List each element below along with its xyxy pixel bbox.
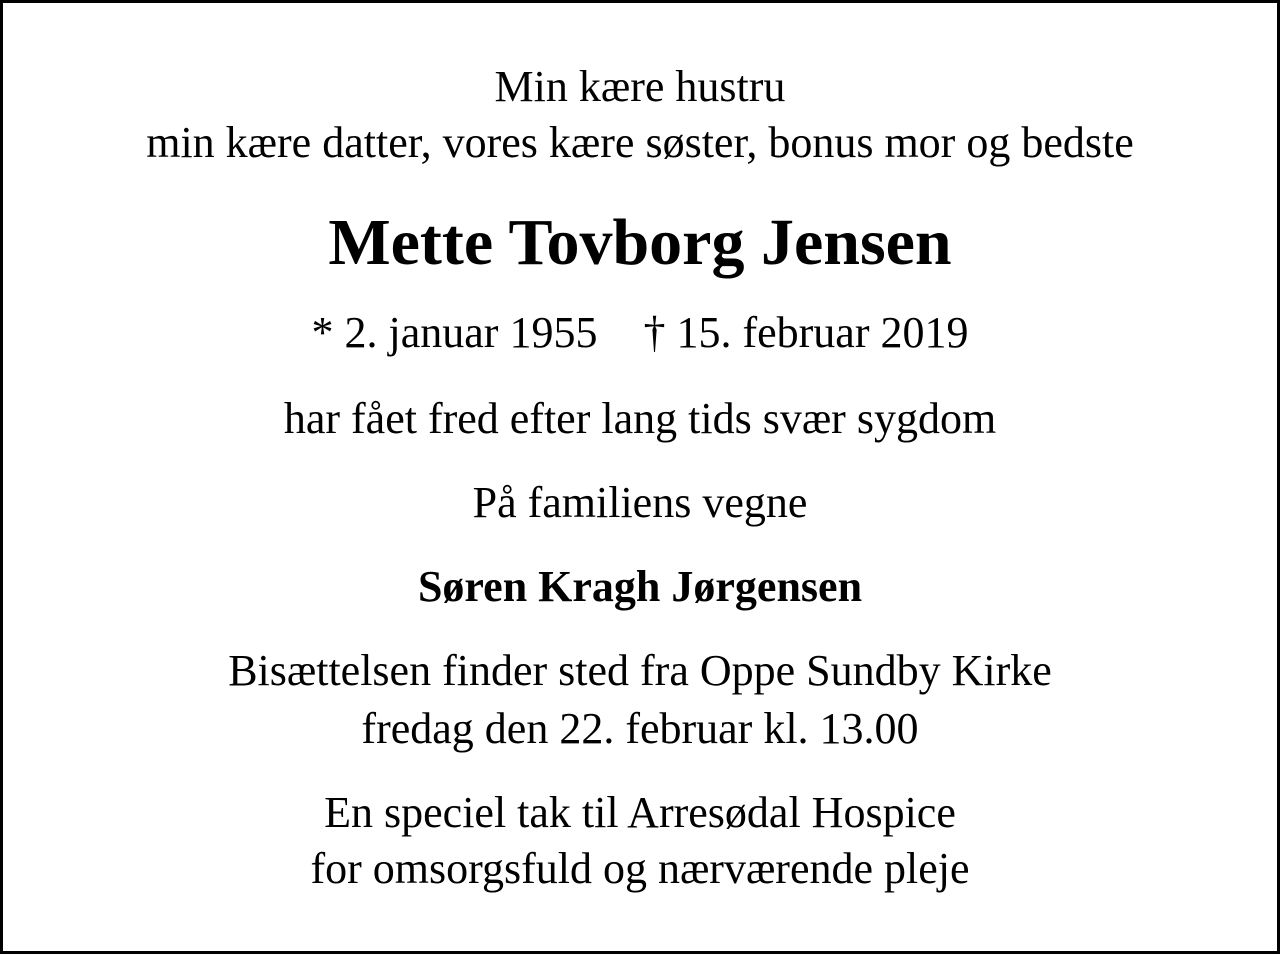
signer-name: Søren Kragh Jørgensen <box>417 562 863 611</box>
greeting-line-2: min kære datter, vores kære søster, bonus mor og bedste <box>146 118 1134 167</box>
thanks-line-2: for omsorgsfuld og nærværende pleje <box>310 844 970 893</box>
thanks-line-1: En speciel tak til Arresødal Hospice <box>324 788 956 837</box>
on-behalf-line: På familiens vegne <box>472 478 808 527</box>
greeting-line-1: Min kære hustru <box>494 62 786 111</box>
deceased-name: Mette Tovborg Jensen <box>328 206 952 279</box>
birth-date: * 2. januar 1955 <box>311 308 598 357</box>
funeral-line-1: Bisættelsen finder sted fra Oppe Sundby Kirke <box>228 646 1052 695</box>
funeral-line-2: fredag den 22. februar kl. 13.00 <box>361 704 919 753</box>
life-dates <box>3 305 1277 361</box>
death-date: † 15. februar 2019 <box>643 308 969 357</box>
message-line: har fået fred efter lang tids svær sygdom <box>283 394 997 443</box>
